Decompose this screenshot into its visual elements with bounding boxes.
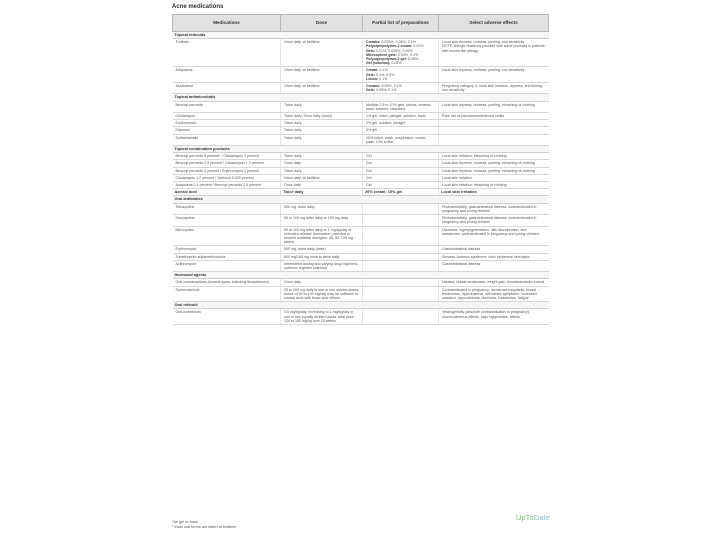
table-cell xyxy=(363,215,439,226)
table-cell: Local skin irritation xyxy=(439,174,549,181)
table-cell: Once daily, at bedtime xyxy=(281,67,363,83)
section-label: Oral antibiotics xyxy=(173,196,549,203)
table-cell: Oral isotretinoin xyxy=(173,309,281,325)
table-body xyxy=(173,32,549,325)
table-cell: Contraindicated in pregnancy; menstrual irregularity, breast tenderness, hyperkalemia, orthostatic symptoms, increased urination, hyponatremia, dizziness, headaches, fatigue xyxy=(439,286,549,302)
table-header-row xyxy=(173,15,549,32)
table-cell xyxy=(439,134,549,145)
table-cell: Azelaic acid xyxy=(173,189,281,196)
table-cell xyxy=(363,203,439,214)
section-row xyxy=(173,32,549,39)
preparation-line: Polyolprepolymer-2 cream: 0.02% xyxy=(366,44,424,49)
header-medications: Medications xyxy=(173,15,281,32)
table-row xyxy=(173,226,549,246)
table-row xyxy=(173,309,549,325)
table-cell xyxy=(363,226,439,246)
table-cell: Adapalene 0.1 percent / Benzoyl peroxide 2.5 percent xyxy=(173,182,281,189)
preparation-line: Gels: 0.01%, 0.025%, 0.05% xyxy=(366,48,413,53)
table-cell xyxy=(363,39,439,67)
table-cell: Pregnancy category X; local skin irritation, dryness, and itching; sun sensitivity xyxy=(439,83,549,94)
table-cell: 50 to 100 mg twice daily or 1 mg/kg/day of extended-release formulation (rounded to nearest available strengths: 45, 90, 135 mg tablet) xyxy=(281,226,363,246)
table-cell: Once daily xyxy=(281,160,363,167)
table-row xyxy=(173,215,549,226)
table-cell: 25 to 200 mg daily in one or two divided doses; doses of 50 to 100 mg/day may be sufficient to control acne with fewer side effects xyxy=(281,286,363,302)
section-label: Oral retinoid xyxy=(173,302,549,309)
uptodate-logo: UpToDate xyxy=(515,513,550,522)
table-cell: Intermittent dosing and varying drug regimens; optimum regimen unknown xyxy=(281,260,363,271)
table-cell: Erythromycin xyxy=(173,120,281,127)
section-row xyxy=(173,94,549,101)
table-cell: Once daily, at bedtime xyxy=(281,83,363,94)
table-cell xyxy=(363,260,439,271)
table-cell: Twice daily xyxy=(281,120,363,127)
table-cell: 1% gel, lotion, pledget, solution, foam xyxy=(363,113,439,120)
table-row xyxy=(173,260,549,271)
footnote: * Most oral forms are taken at bedtime xyxy=(172,524,237,529)
table-cell: Nausea, breast tenderness, weight gain, thromboembolic events xyxy=(439,279,549,286)
table-row xyxy=(173,120,549,127)
table-cell: Adapalene xyxy=(173,67,281,83)
table-row xyxy=(173,279,549,286)
table-cell: Tretinoin xyxy=(173,39,281,67)
table-cell: Multiple 2.5 to 10% gels, lotions, creams, pads, washes, cleansers xyxy=(363,101,439,112)
preparation-line: Lotion: 0.1% xyxy=(366,76,388,81)
table-row xyxy=(173,67,549,83)
table-cell: 10% lotion, wash, suspension, cream, pads; 10% sulfur xyxy=(363,134,439,145)
table-cell: Twice daily xyxy=(281,127,363,134)
table-row xyxy=(173,127,549,134)
table-cell: Twice daily xyxy=(281,134,363,145)
table-cell xyxy=(363,246,439,253)
table-cell: Twice daily xyxy=(281,153,363,160)
table-cell: 20% cream; 15% gel xyxy=(363,189,439,196)
table-cell: Rare risk of pseudomembranous colitis xyxy=(439,113,549,120)
table-row xyxy=(173,167,549,174)
table-cell: Gel xyxy=(363,174,439,181)
section-label: Hormonal agents xyxy=(173,272,549,279)
table-cell: Benzoyl peroxide xyxy=(173,101,281,112)
table-cell: Local skin dryness, redness, peeling; bleaching of clothing xyxy=(439,167,549,174)
table-cell: Clindamycin xyxy=(173,113,281,120)
table-row xyxy=(173,246,549,253)
effect-note: NOTE: Allergic reactions possible with some products in patients with known fish allergy xyxy=(442,44,545,53)
table-cell: Twice daily; Once daily (foam) xyxy=(281,113,363,120)
table-cell: 5% gel xyxy=(363,127,439,134)
section-row xyxy=(173,272,549,279)
table-row xyxy=(173,83,549,94)
acne-medications-table xyxy=(172,14,549,325)
table-row xyxy=(173,182,549,189)
table-cell: Local skin dryness, redness, peeling; bleaching of clothing xyxy=(439,101,549,112)
table-cell: Tetracycline xyxy=(173,203,281,214)
table-cell: Dizziness, hyperpigmentation, skin discoloration, and headaches; contraindicated in pregnancy and young children xyxy=(439,226,549,246)
table-cell: Benzoyl peroxide 2.5 percent / Clindamycin 1.2 percent xyxy=(173,160,281,167)
table-cell: Oral contraceptives (several types, including drospirenone) xyxy=(173,279,281,286)
table-cell: Erythromycin xyxy=(173,246,281,253)
table-row xyxy=(173,160,549,167)
table-cell: Doxycycline xyxy=(173,215,281,226)
table-cell: Local skin dryness, redness, peeling; sun sensitivity NOTE: Allergic reactions possible with some products in patients with known fish allergy xyxy=(439,39,549,67)
table-cell: Gel xyxy=(363,182,439,189)
table-cell: Once daily xyxy=(281,279,363,286)
table-cell: 50 to 100 mg twice daily or 150 mg daily xyxy=(281,215,363,226)
table-cell: 2% gel, solution, pledget xyxy=(363,120,439,127)
table-cell: Benzoyl peroxide 5 percent* / Clindamycin 1 percent xyxy=(173,153,281,160)
table-row xyxy=(173,101,549,112)
header-adverse-effects: Select adverse effects xyxy=(439,15,549,32)
table-cell: Local skin dryness, redness, peeling; sun sensitivity xyxy=(439,67,549,83)
table-row xyxy=(173,203,549,214)
preparation-line: Creams: 0.025%, 0.05%, 0.1% xyxy=(366,40,416,45)
table-cell: Once daily, at bedtime xyxy=(281,174,363,181)
section-row xyxy=(173,302,549,309)
footnotes xyxy=(172,520,236,529)
table-cell: 0.5 mg/kg/day, increasing to 1 mg/kg/day in one or two equally divided doses; total dose 120 to 150 mg/kg over 20 weeks xyxy=(281,309,363,325)
table-cell: Twice daily xyxy=(281,189,363,196)
section-label: Topical combination products xyxy=(173,146,549,153)
table-cell: Once daily, at bedtime xyxy=(281,39,363,67)
table-cell xyxy=(439,127,549,134)
table-cell: Benzoyl peroxide 5 percent / Erythromycin 3 percent xyxy=(173,167,281,174)
table-cell: Dapsone xyxy=(173,127,281,134)
section-row xyxy=(173,146,549,153)
table-row xyxy=(173,113,549,120)
table-cell: Twice daily xyxy=(281,167,363,174)
section-label: Topical retinoids xyxy=(173,32,549,39)
table-cell: Local skin irritation; bleaching of clothing xyxy=(439,182,549,189)
table-cell: Tazarotene xyxy=(173,83,281,94)
table-cell: Gel xyxy=(363,160,439,167)
table-cell: Sulfacetamide xyxy=(173,134,281,145)
table-cell: Minocycline xyxy=(173,226,281,246)
table-cell xyxy=(439,120,549,127)
preparation-line: Gels: 0.1%, 0.3% xyxy=(366,72,395,77)
table-row xyxy=(173,253,549,260)
table-cell: Clindamycin 1.2 percent / Tretinoin 0.025 percent xyxy=(173,174,281,181)
table-cell: 800 mg/160 mg once to twice daily xyxy=(281,253,363,260)
table-cell: Local skin irritation xyxy=(439,189,549,196)
table-cell: 500 mg, twice daily (base) xyxy=(281,246,363,253)
section-label: Topical antimicrobials xyxy=(173,94,549,101)
table-cell xyxy=(363,286,439,302)
preparation-line: Polyolprepolymer-2 gel: 0.05% xyxy=(366,57,419,62)
table-cell xyxy=(363,309,439,325)
table-row xyxy=(173,134,549,145)
table-cell: Spironolactone xyxy=(173,286,281,302)
table-cell: Trimethoprim-sulfamethoxazole xyxy=(173,253,281,260)
header-preparations: Partial list of preparations xyxy=(363,15,439,32)
table-cell: Gastrointestinal distress xyxy=(439,246,549,253)
table-cell: Gastrointestinal distress xyxy=(439,260,549,271)
table-cell: Local skin dryness, redness, peeling; bleaching of clothing xyxy=(439,160,549,167)
table-cell: Local skin irritation; bleaching of clothing xyxy=(439,153,549,160)
table-row xyxy=(173,174,549,181)
preparation-line: Gels: 0.05%, 0.1% xyxy=(366,88,397,93)
table-cell: Photosensitivity, gastrointestinal distress; contraindicated in pregnancy and young children xyxy=(439,203,549,214)
table-cell: 500 mg, twice daily xyxy=(281,203,363,214)
preparation-line: Microsphere gels: 0.04%, 0.1% xyxy=(366,52,419,57)
table-row xyxy=(173,153,549,160)
header-dose: Dose xyxy=(281,15,363,32)
table-cell xyxy=(363,67,439,83)
preparation-line: Gel (solution): 0.05% xyxy=(366,61,402,66)
preparation-line: Creams: 0.05%, 0.1% xyxy=(366,84,402,89)
footnote: *As gel or foam xyxy=(172,520,198,524)
table-cell: Photosensitivity, gastrointestinal distress; contraindicated in pregnancy and young children xyxy=(439,215,549,226)
table-cell: Teratogenicity (absolute contraindication in pregnancy), mucocutaneous effects, high triglycerides, others xyxy=(439,309,549,325)
table-cell: Gel xyxy=(363,167,439,174)
table-cell: Once daily xyxy=(281,182,363,189)
section-row xyxy=(173,189,549,196)
table-row xyxy=(173,39,549,67)
section-row xyxy=(173,196,549,203)
table-row xyxy=(173,286,549,302)
table-cell: Azithromycin xyxy=(173,260,281,271)
table-cell xyxy=(363,253,439,260)
table-cell xyxy=(363,279,439,286)
table-cell: Stevens-Johnson syndrome, toxic epidermal necrolysis xyxy=(439,253,549,260)
table-cell: Twice daily xyxy=(281,101,363,112)
table-cell xyxy=(363,83,439,94)
page-title: Acne medications xyxy=(172,4,224,10)
table-cell: Gel xyxy=(363,153,439,160)
preparation-line: Cream: 0.1% xyxy=(366,68,388,73)
